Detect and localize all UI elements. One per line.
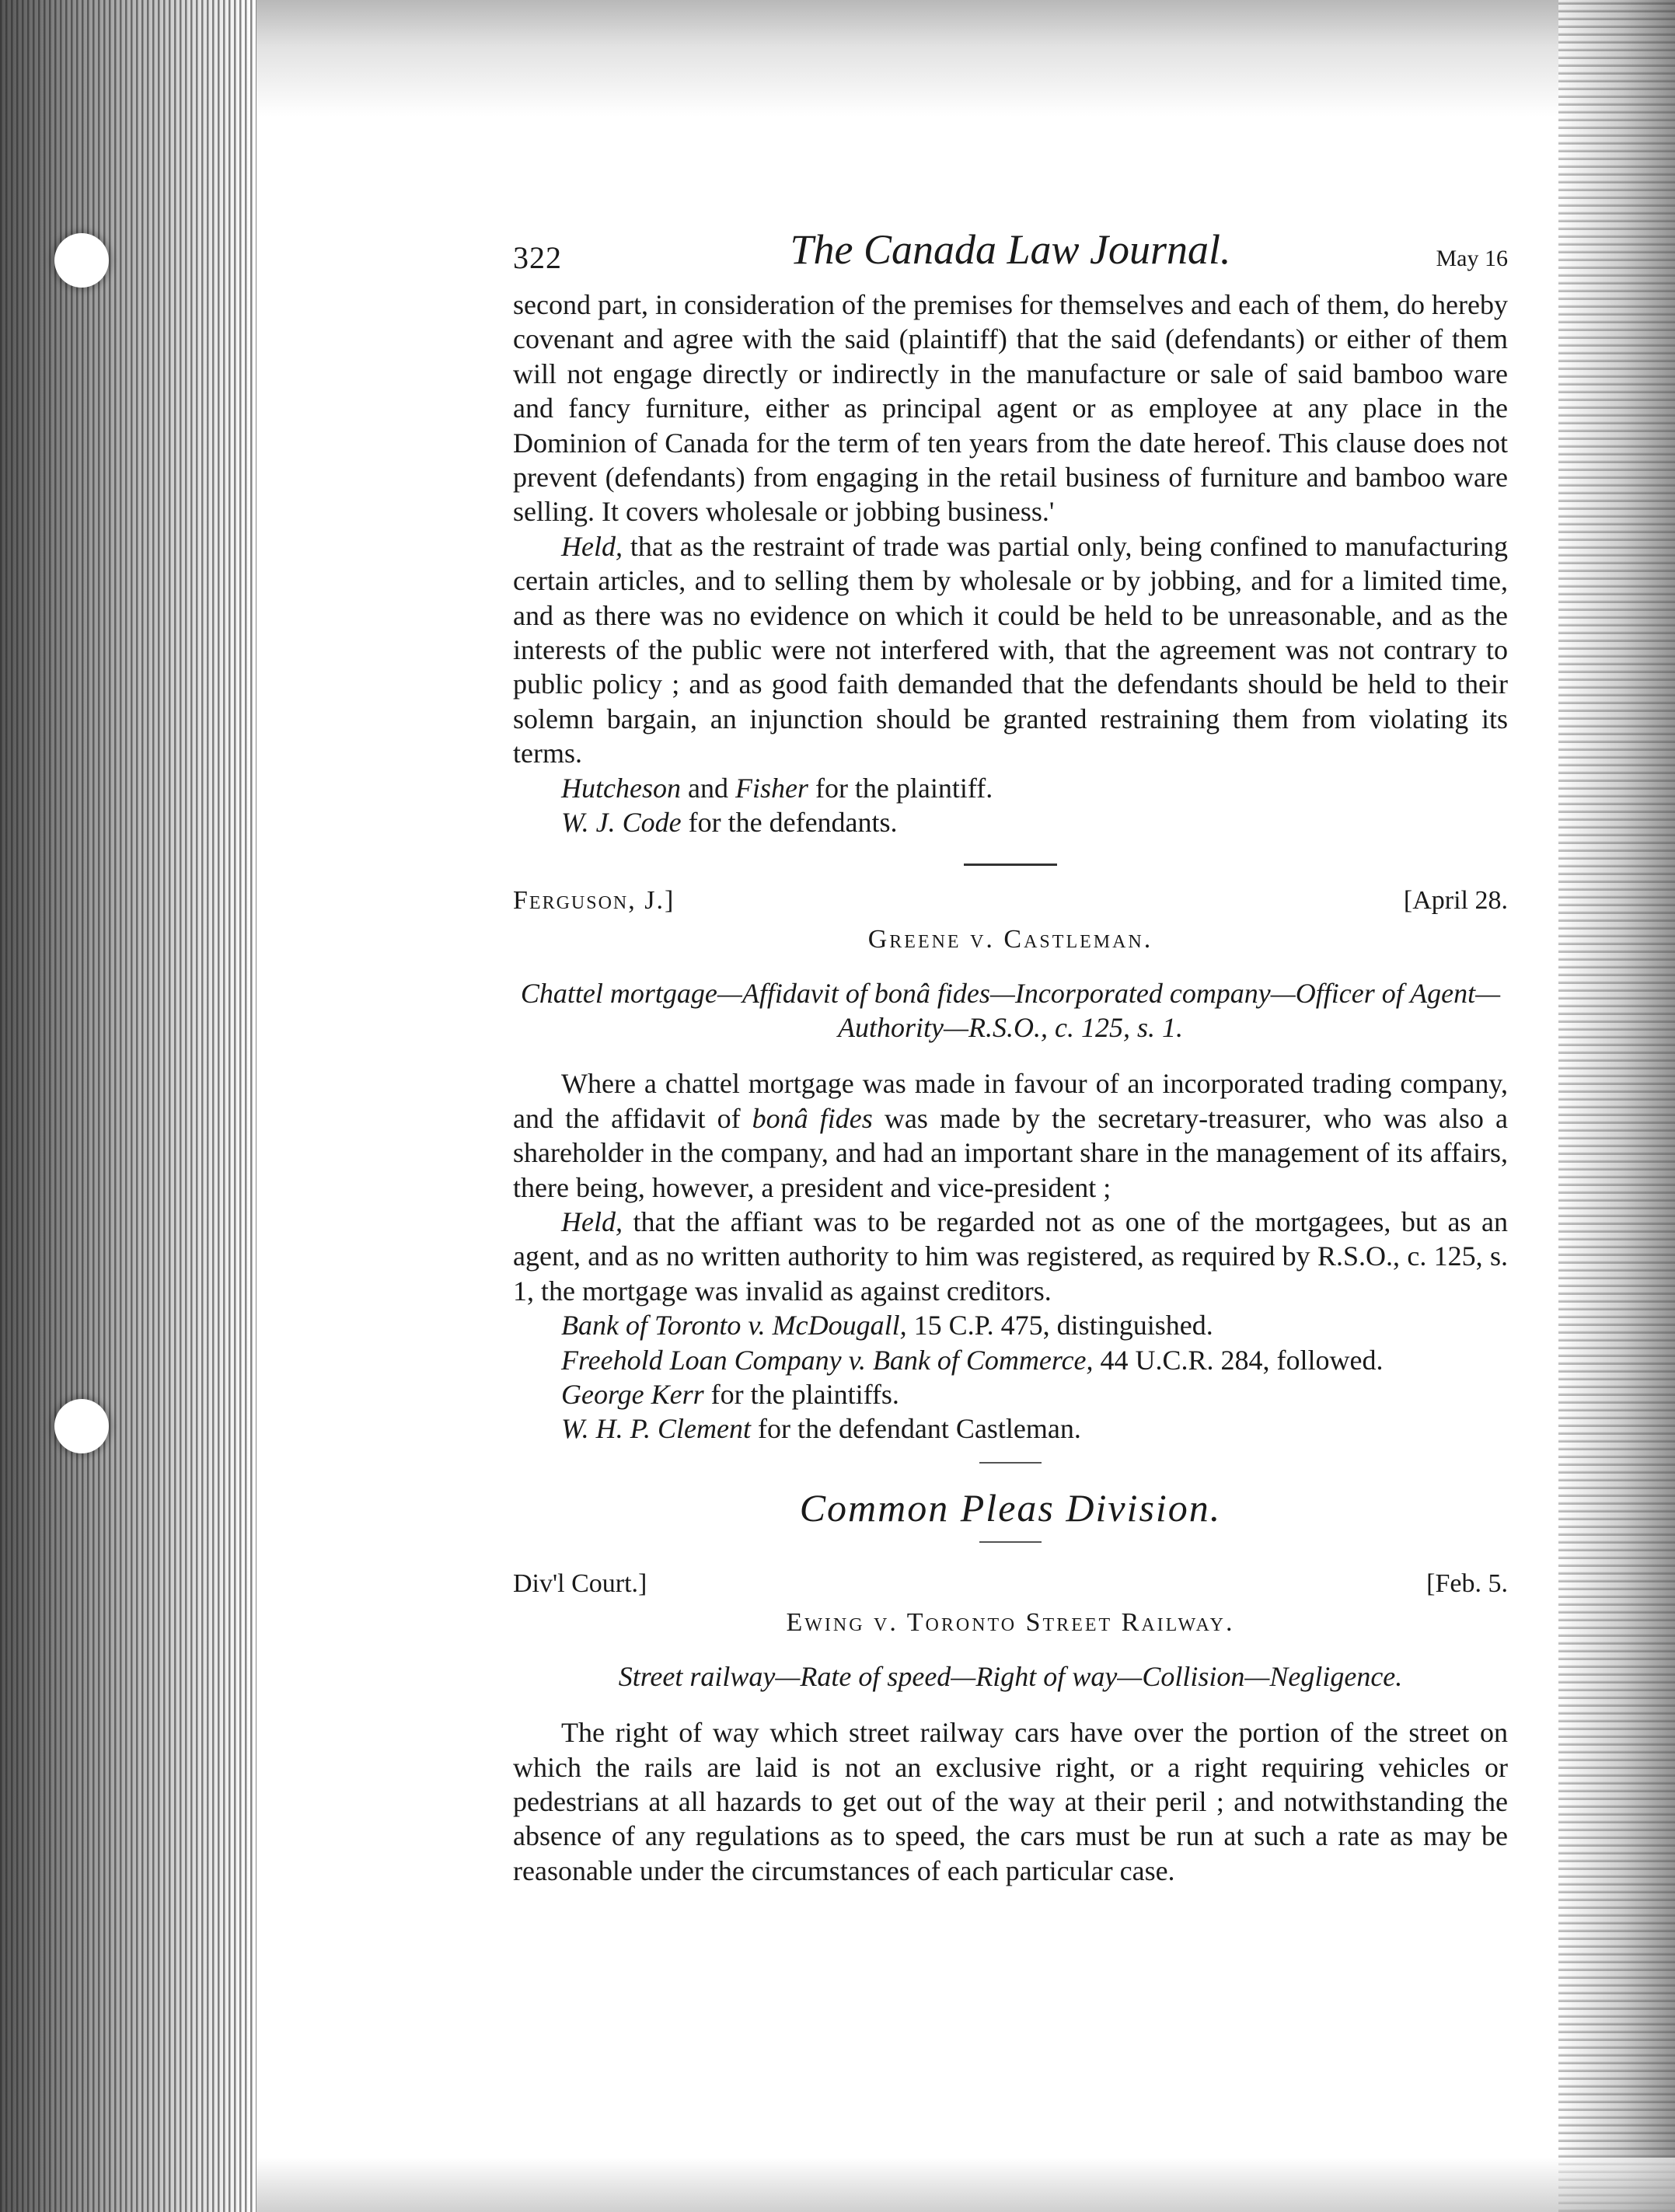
court-name: Div'l Court.] — [513, 1568, 647, 1598]
counsel-defendant-greene: W. H. P. Clement for the defendant Castleman. — [561, 1413, 1081, 1445]
case-name-greene: Greene v. Castleman. — [867, 924, 1153, 954]
scan-edge-right — [1558, 0, 1675, 2212]
catchwords-ewing: Street railway—Rate of speed—Right of way—Collision—Negligence. — [618, 1660, 1403, 1692]
counsel-defendants: W. J. Code for the defendants. — [561, 807, 898, 839]
binder-hole-top — [54, 233, 109, 288]
case-header-greene — [513, 886, 1508, 922]
held-paragraph — [513, 529, 1508, 771]
document-page — [513, 225, 1508, 1888]
case-name-ewing: Ewing v. Toronto Street Railway. — [786, 1607, 1235, 1637]
scan-edge-left — [0, 0, 256, 2212]
division-heading: Common Pleas Division. — [799, 1485, 1222, 1530]
citation-bank-toronto: Bank of Toronto v. McDougall, 15 C.P. 475, distinguished. — [561, 1310, 1213, 1342]
counsel-plaintiff: Hutcheson and Fisher for the plaintiff. — [561, 772, 993, 804]
section-divider — [964, 864, 1057, 866]
covenant-paragraph: second part, in consideration of the premises for themselves and each of them, do hereby covenant and agree with the said (plaintiff) that the said (defendants) or either of them will not engage directly or indirectly in the manufacture or sale of said bamboo ware and fancy furniture, either as principal agent or as employee at any place in the Dominion of Canada for the term of ten years from the date hereof. This clause does not prevent (defendants) from engaging in the retail business of furniture and bamboo ware selling. It covers wholesale or jobbing business.' — [513, 289, 1508, 528]
section-divider-small — [979, 1462, 1042, 1464]
case-header-ewing — [513, 1569, 1508, 1605]
case-date: [April 28. — [1403, 885, 1508, 915]
greene-paragraph: Where a chattel mortgage was made in favour of an incorporated trading company, and the affidavit of bonâ fides was made by the secretary-treasurer, who was also a shareholder in the company, and had an important share in the management of its affairs, there being, however, a president and vice-president ; — [513, 1068, 1508, 1203]
case-date-ewing: [Feb. 5. — [1426, 1568, 1508, 1598]
held-label: Held, — [561, 530, 623, 562]
running-head — [513, 225, 1508, 288]
citation-freehold-loan: Freehold Loan Company v. Bank of Commerce, 44 U.C.R. 284, followed. — [561, 1344, 1384, 1376]
binder-hole-bottom — [54, 1399, 109, 1453]
greene-held-paragraph: Held, that the affiant was to be regarded not as one of the mortgagees, but as an agent, and as no written authority to him was registered, as required by R.S.O., c. 125, s. 1, the mortgage was invalid as against creditors. — [513, 1205, 1508, 1307]
counsel-plaintiffs-greene: George Kerr for the plaintiffs. — [561, 1378, 899, 1410]
journal-title: The Canada Law Journal. — [790, 226, 1231, 273]
issue-date: May 16 — [1436, 246, 1508, 271]
ewing-paragraph: The right of way which street railway cars have over the portion of the street on which the rails are laid is not an exclusive right, or a right requiring vehicles or pedestrians at all hazards to get out of the way at their peril ; and notwithstanding the absence of any regulations as to speed, the cars must be run at such a rate as may be reasonable under the circumstances of each particular case. — [513, 1717, 1508, 1886]
division-divider — [979, 1541, 1042, 1543]
scan-edge-top — [256, 0, 1675, 117]
judge-name: Ferguson, J.] — [513, 885, 675, 915]
held-text: that as the restraint of trade was partial only, being confined to manufacturing certain articles, and to selling them by wholesale or by jobbing, and for a limited time, and as there was no evidence on which it could be held to be unreasonable, and as the interests of the public were not interfered with, that the agreement was not contrary to public policy ; and as good faith demanded that the defendants should be held to their solemn bargain, an injunction should be granted restraining them from violating its terms. — [513, 530, 1508, 769]
page-number: 322 — [513, 240, 562, 275]
scan-edge-bottom — [256, 2158, 1675, 2212]
catchwords-greene: Chattel mortgage—Affidavit of bonâ fides—Incorporated company—Officer of Agent—Authority—R.S.O., c. 125, s. 1. — [520, 977, 1501, 1043]
